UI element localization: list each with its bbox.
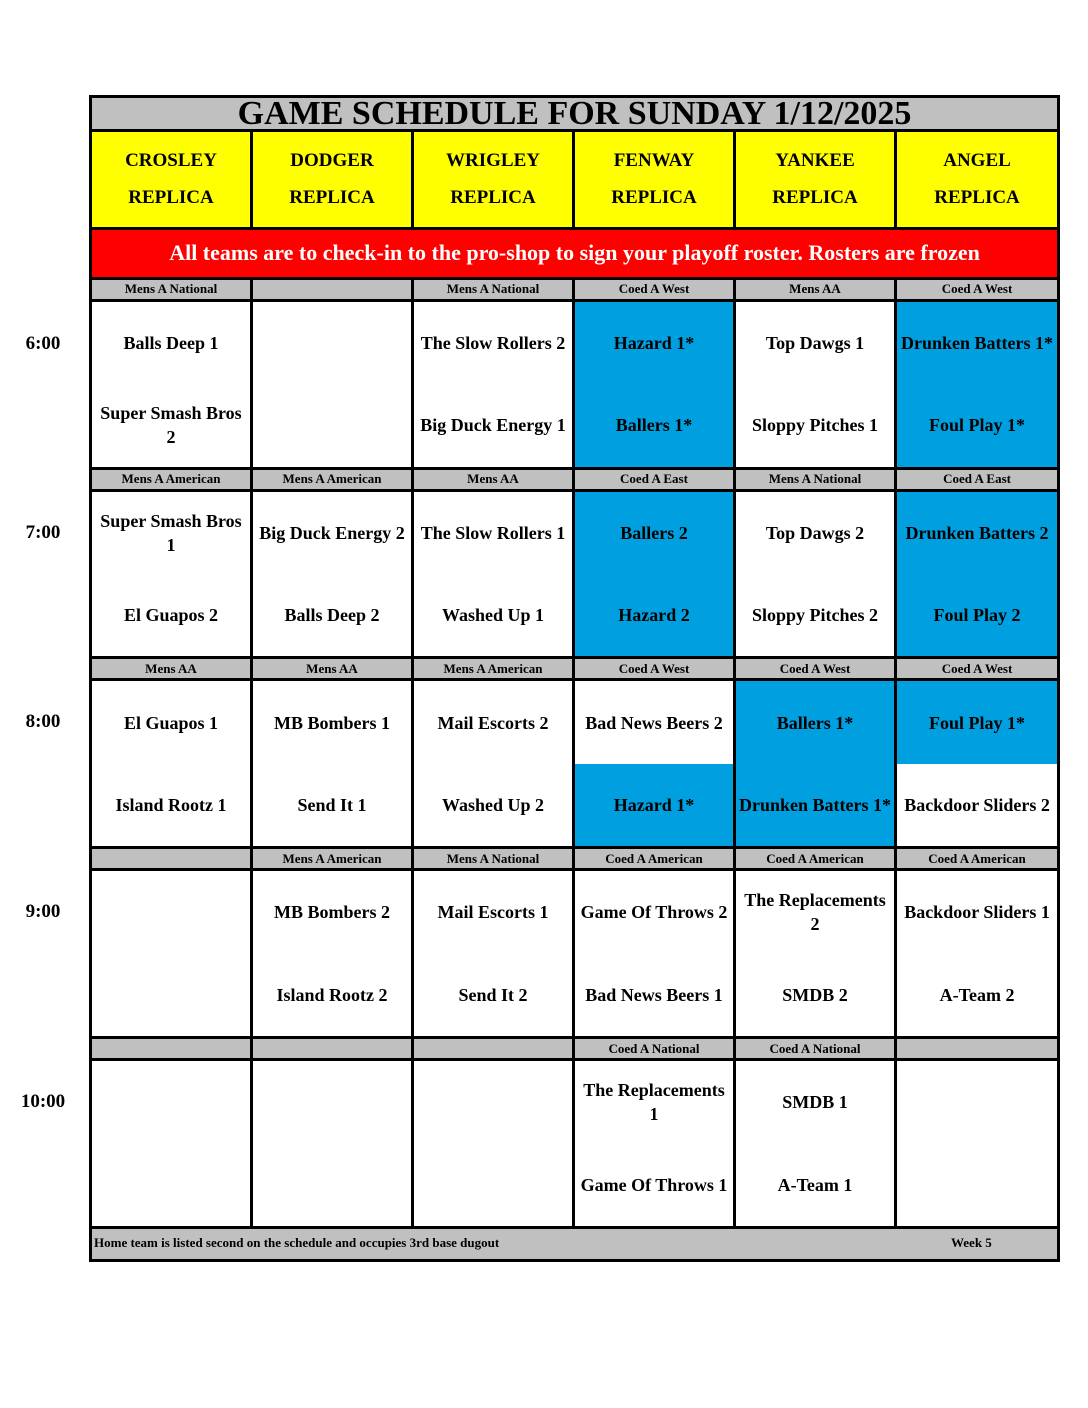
game-cell [413, 1060, 574, 1228]
game-cell [91, 300, 252, 468]
game-cell [413, 490, 574, 658]
home-team: Hazard 1* [575, 764, 733, 846]
game-cell [413, 870, 574, 1038]
game-cell [413, 300, 574, 468]
home-team [92, 1143, 250, 1225]
home-team [253, 1143, 411, 1225]
away-team: Bad News Beers 2 [585, 712, 723, 733]
division-label: Coed A East [896, 468, 1059, 490]
division-label [91, 1038, 252, 1060]
game-cell [896, 680, 1059, 848]
division-label: Coed A American [574, 848, 735, 870]
division-label: Mens A American [252, 848, 413, 870]
away-team [414, 1061, 572, 1143]
game-cell [413, 680, 574, 848]
field-name: DODGER [290, 150, 374, 172]
away-team: Hazard 1* [575, 302, 733, 384]
away-team: Ballers 1* [736, 681, 894, 763]
division-label [896, 1038, 1059, 1060]
game-cell [91, 1060, 252, 1228]
field-header [735, 131, 896, 228]
division-label: Coed A National [574, 1038, 735, 1060]
game-cell [896, 300, 1059, 468]
time-column [0, 0, 90, 1408]
game-cell [252, 680, 413, 848]
home-team: Send It 2 [458, 984, 528, 1005]
division-label: Mens A National [413, 278, 574, 300]
division-row [91, 468, 1059, 490]
division-label: Coed A American [896, 848, 1059, 870]
field-sub: REPLICA [772, 187, 858, 209]
home-team: Hazard 2 [575, 574, 733, 656]
home-team: Super Smash Bros 2 [100, 403, 242, 448]
away-team: Drunken Batters 1* [897, 302, 1057, 384]
away-team [253, 1061, 411, 1143]
game-cell [574, 490, 735, 658]
game-cell [91, 870, 252, 1038]
away-team: Top Dawgs 1 [765, 333, 865, 354]
division-label: Mens A National [735, 468, 896, 490]
home-team [253, 384, 411, 466]
home-team: Washed Up 2 [441, 795, 545, 815]
time-label: 8:00 [25, 711, 61, 732]
away-team: Balls Deep 1 [123, 333, 219, 354]
game-cell [735, 680, 896, 848]
division-label: Coed A West [896, 658, 1059, 680]
field-header [252, 131, 413, 228]
field-header [896, 131, 1059, 228]
home-team: Drunken Batters 1* [736, 764, 894, 846]
away-team: Big Duck Energy 2 [259, 522, 405, 543]
away-team [92, 871, 250, 953]
home-team: Foul Play 1* [897, 384, 1057, 466]
game-cell [896, 1060, 1059, 1228]
game-cell [252, 1060, 413, 1228]
division-label: Coed A West [896, 278, 1059, 300]
field-name: ANGEL [943, 150, 1011, 172]
home-team [897, 1143, 1057, 1225]
notice-banner: All teams are to check-in to the pro-shop to sign your playoff roster. Rosters are frozen [91, 228, 1059, 278]
field-name: YANKEE [775, 150, 855, 172]
game-cell [574, 870, 735, 1038]
field-name: FENWAY [613, 150, 695, 172]
division-label: Coed A National [735, 1038, 896, 1060]
division-label: Mens A American [413, 658, 574, 680]
home-team: Game Of Throws 1 [580, 1174, 728, 1195]
home-team: Balls Deep 2 [284, 605, 380, 626]
field-header [91, 131, 252, 228]
game-cell [896, 490, 1059, 658]
schedule-table [89, 95, 1060, 1262]
division-label [91, 848, 252, 870]
game-row [91, 680, 1059, 848]
division-label: Coed A American [735, 848, 896, 870]
game-row [91, 1060, 1059, 1228]
division-label: Mens A National [413, 848, 574, 870]
home-team: Sloppy Pitches 1 [751, 415, 879, 436]
game-row [91, 490, 1059, 658]
away-team: Game Of Throws 2 [580, 902, 728, 923]
game-cell [896, 870, 1059, 1038]
time-label: 10:00 [20, 1091, 66, 1112]
home-team: A-Team 2 [939, 984, 1015, 1005]
away-team: The Replacements 1 [583, 1080, 725, 1125]
home-team: Send It 1 [297, 795, 367, 815]
away-team: The Slow Rollers 1 [420, 522, 566, 543]
home-team: A-Team 1 [777, 1174, 853, 1195]
division-row [91, 1038, 1059, 1060]
game-cell [574, 680, 735, 848]
away-team: The Slow Rollers 2 [420, 333, 566, 354]
game-cell [735, 490, 896, 658]
home-team: El Guapos 2 [123, 605, 219, 626]
away-team: Foul Play 1* [897, 681, 1057, 763]
game-cell [91, 490, 252, 658]
away-team: Top Dawgs 2 [765, 522, 865, 543]
home-team [92, 954, 250, 1036]
game-cell [252, 300, 413, 468]
away-team: Drunken Batters 2 [897, 492, 1057, 574]
page-title: GAME SCHEDULE FOR SUNDAY 1/12/2025 [91, 97, 1059, 131]
away-team: El Guapos 1 [123, 712, 219, 733]
division-label: Coed A East [574, 468, 735, 490]
time-label: 6:00 [25, 333, 61, 354]
division-label [252, 1038, 413, 1060]
game-cell [574, 300, 735, 468]
division-label: Mens A National [91, 278, 252, 300]
away-team: MB Bombers 1 [274, 712, 390, 733]
home-team: Washed Up 1 [441, 605, 545, 626]
time-label: 9:00 [25, 901, 61, 922]
home-team [414, 1143, 572, 1225]
division-row [91, 278, 1059, 300]
away-team: MB Bombers 2 [274, 902, 390, 923]
away-team: Ballers 2 [575, 492, 733, 574]
home-team: SMDB 2 [782, 984, 848, 1005]
division-label: Mens AA [91, 658, 252, 680]
footer-note: Home team is listed second on the schedule and occupies 3rd base dugout [94, 1234, 500, 1250]
division-row [91, 658, 1059, 680]
week-label: Week 5 [951, 1234, 992, 1250]
division-label: Mens A American [252, 468, 413, 490]
home-team: Sloppy Pitches 2 [751, 605, 879, 626]
game-cell [735, 1060, 896, 1228]
home-team: Foul Play 2 [897, 574, 1057, 656]
division-label: Coed A West [574, 658, 735, 680]
field-sub: REPLICA [289, 187, 375, 209]
field-sub: REPLICA [934, 187, 1020, 209]
footer [91, 1227, 1059, 1260]
division-label: Mens AA [413, 468, 574, 490]
away-team: The Replacements 2 [744, 890, 886, 935]
game-cell [252, 490, 413, 658]
field-sub: REPLICA [450, 187, 536, 209]
field-sub: REPLICA [611, 187, 697, 209]
away-team: SMDB 1 [782, 1092, 848, 1113]
home-team: Big Duck Energy 1 [420, 415, 566, 436]
home-team: Island Rootz 1 [115, 795, 227, 815]
game-cell [91, 680, 252, 848]
division-label [252, 278, 413, 300]
game-cell [252, 870, 413, 1038]
division-label [413, 1038, 574, 1060]
field-header [574, 131, 735, 228]
away-team: Mail Escorts 2 [437, 712, 549, 733]
home-team: Ballers 1* [575, 384, 733, 466]
field-sub: REPLICA [128, 187, 214, 209]
away-team: Super Smash Bros 1 [100, 510, 242, 555]
away-team: Mail Escorts 1 [437, 902, 549, 923]
game-cell [574, 1060, 735, 1228]
away-team [92, 1061, 250, 1143]
home-team: Island Rootz 2 [276, 984, 388, 1005]
away-team [897, 1061, 1057, 1143]
game-row [91, 870, 1059, 1038]
game-row [91, 300, 1059, 468]
away-team [253, 302, 411, 384]
division-label: Coed A West [574, 278, 735, 300]
home-team: Bad News Beers 1 [585, 984, 723, 1005]
field-name: CROSLEY [125, 150, 217, 172]
division-label: Mens AA [735, 278, 896, 300]
field-header [413, 131, 574, 228]
away-team: Backdoor Sliders 1 [904, 902, 1050, 923]
division-label: Mens AA [252, 658, 413, 680]
time-label: 7:00 [25, 522, 61, 543]
division-row [91, 848, 1059, 870]
division-label: Coed A West [735, 658, 896, 680]
field-name: WRIGLEY [446, 150, 540, 172]
game-cell [735, 300, 896, 468]
division-label: Mens A American [91, 468, 252, 490]
home-team: Backdoor Sliders 2 [904, 795, 1050, 815]
game-cell [735, 870, 896, 1038]
